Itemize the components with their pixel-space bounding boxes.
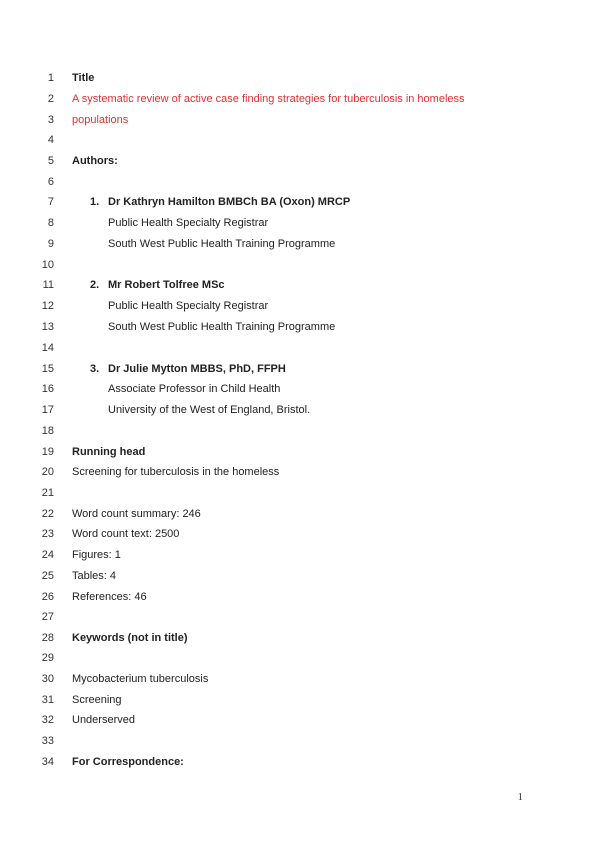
author-affiliation: South West Public Health Training Programme — [108, 238, 336, 250]
line-16 — [0, 379, 595, 399]
running-head-heading: Running head — [72, 446, 146, 458]
keyword: Screening — [72, 694, 122, 706]
author-number: 3. — [90, 363, 100, 375]
line-number: 29 — [41, 652, 54, 664]
author-affiliation: South West Public Health Training Programme — [108, 321, 336, 333]
word-count-summary: Word count summary: 246 — [72, 508, 201, 520]
line-number: 12 — [41, 300, 54, 312]
line-number: 4 — [47, 134, 54, 146]
line-13 — [0, 317, 595, 337]
figures-count: Figures: 1 — [72, 549, 121, 561]
word-count-text: Word count text: 2500 — [72, 528, 180, 540]
author-number: 1. — [90, 196, 100, 208]
line-29 — [0, 648, 595, 668]
line-number: 23 — [41, 528, 54, 540]
line-number: 14 — [41, 342, 54, 354]
line-9 — [0, 234, 595, 254]
line-number: 5 — [47, 155, 54, 167]
author-name: Mr Robert Tolfree MSc — [108, 279, 225, 291]
line-22 — [0, 504, 595, 524]
author-affiliation: University of the West of England, Bristol. — [108, 404, 311, 416]
line-number: 26 — [41, 591, 54, 603]
page-number: 1 — [517, 791, 523, 803]
line-number: 24 — [41, 549, 54, 561]
line-number: 25 — [41, 570, 54, 582]
line-number: 31 — [41, 694, 54, 706]
tables-count: Tables: 4 — [72, 570, 117, 582]
line-number: 27 — [41, 611, 54, 623]
keyword: Mycobacterium tuberculosis — [72, 673, 209, 685]
paper-title-line-2: populations — [72, 114, 129, 126]
line-11 — [0, 275, 595, 295]
line-number: 8 — [47, 217, 54, 229]
line-number: 6 — [47, 176, 54, 188]
line-26 — [0, 587, 595, 607]
line-number: 34 — [41, 756, 54, 768]
line-23 — [0, 524, 595, 544]
line-1 — [0, 68, 595, 88]
line-19 — [0, 442, 595, 462]
line-14 — [0, 338, 595, 358]
line-33 — [0, 731, 595, 751]
correspondence-heading: For Correspondence: — [72, 756, 184, 768]
line-6 — [0, 172, 595, 192]
line-2 — [0, 89, 595, 109]
line-number: 13 — [41, 321, 54, 333]
line-number: 33 — [41, 735, 54, 747]
line-20 — [0, 462, 595, 482]
keyword: Underserved — [72, 714, 135, 726]
line-number: 2 — [47, 93, 54, 105]
line-number: 19 — [41, 446, 54, 458]
line-24 — [0, 545, 595, 565]
line-number: 17 — [41, 404, 54, 416]
line-number: 3 — [47, 114, 54, 126]
line-12 — [0, 296, 595, 316]
paper-title-line-1: A systematic review of active case finding strategies for tuberculosis in homeless — [72, 93, 465, 105]
line-21 — [0, 483, 595, 503]
running-head-text: Screening for tuberculosis in the homeless — [72, 466, 280, 478]
line-31 — [0, 690, 595, 710]
line-number: 30 — [41, 673, 54, 685]
line-number: 11 — [42, 279, 54, 291]
line-number: 15 — [41, 363, 54, 375]
line-number: 18 — [41, 425, 54, 437]
line-8 — [0, 213, 595, 233]
line-5 — [0, 151, 595, 171]
authors-heading: Authors: — [72, 155, 118, 167]
line-7 — [0, 192, 595, 212]
author-role: Public Health Specialty Registrar — [108, 217, 269, 229]
line-30 — [0, 669, 595, 689]
line-28 — [0, 628, 595, 648]
line-17 — [0, 400, 595, 420]
line-15 — [0, 359, 595, 379]
line-32 — [0, 710, 595, 730]
author-number: 2. — [90, 279, 100, 291]
line-number: 20 — [41, 466, 54, 478]
line-number: 7 — [47, 196, 54, 208]
line-27 — [0, 607, 595, 627]
line-number: 28 — [41, 632, 54, 644]
line-3 — [0, 110, 595, 130]
line-18 — [0, 421, 595, 441]
line-number: 1 — [47, 72, 54, 84]
references-count: References: 46 — [72, 591, 147, 603]
line-number: 22 — [41, 508, 54, 520]
line-number: 21 — [41, 487, 54, 499]
line-25 — [0, 566, 595, 586]
author-role: Associate Professor in Child Health — [108, 383, 281, 395]
line-number: 32 — [41, 714, 54, 726]
line-10 — [0, 255, 595, 275]
author-role: Public Health Specialty Registrar — [108, 300, 269, 312]
line-34 — [0, 752, 595, 772]
line-number: 9 — [47, 238, 54, 250]
keywords-heading: Keywords (not in title) — [72, 632, 188, 644]
line-number: 10 — [41, 259, 54, 271]
author-name: Dr Julie Mytton MBBS, PhD, FFPH — [108, 363, 286, 375]
line-number: 16 — [41, 383, 54, 395]
title-heading: Title — [72, 72, 95, 84]
author-name: Dr Kathryn Hamilton BMBCh BA (Oxon) MRCP — [108, 196, 351, 208]
line-4 — [0, 130, 595, 150]
